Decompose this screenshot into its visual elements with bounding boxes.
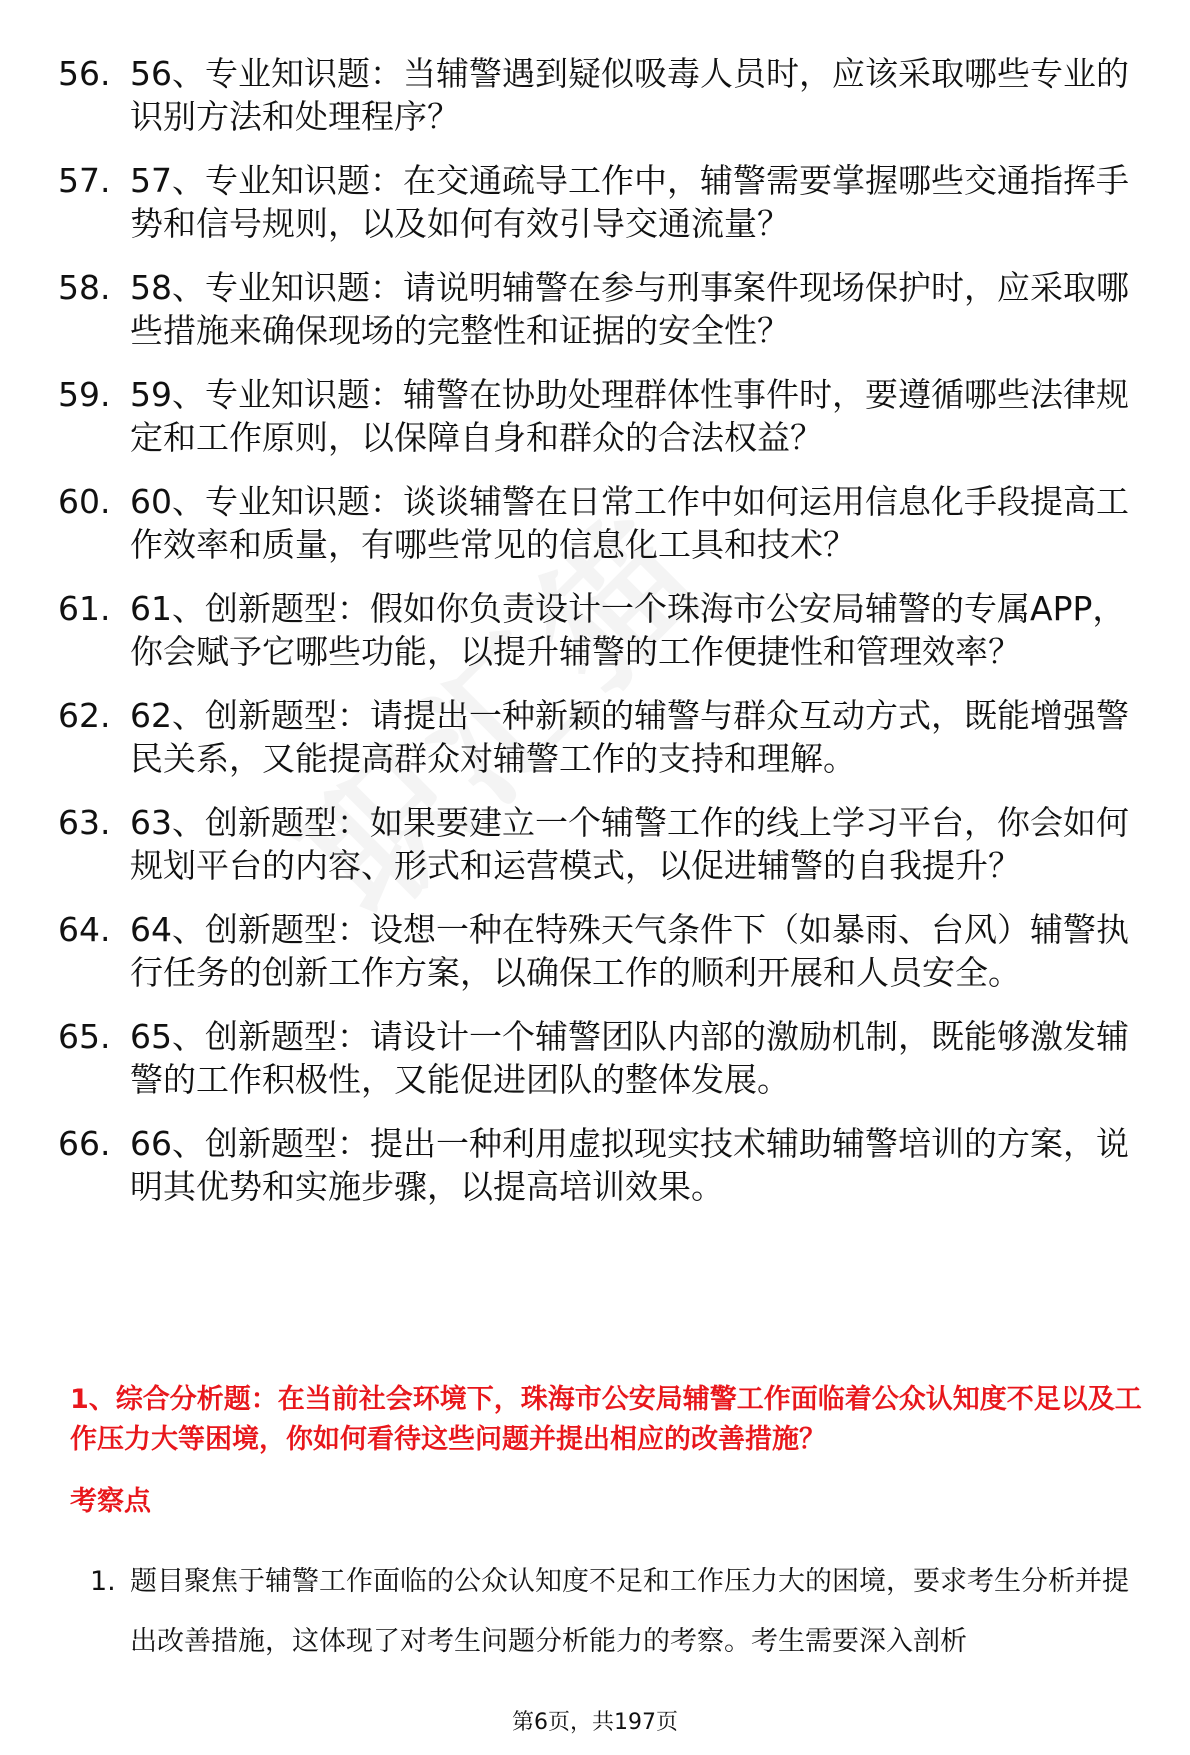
question-item [58,587,1158,673]
analysis-text: 题目聚焦于辅警工作面临的公众认知度不足和工作压力大的困境，要求考生分析并提出改善措施，这体现了对考生问题分析能力的考察。考生需要深入剖析 [130,1566,1129,1657]
question-text: 58、专业知识题：请说明辅警在参与刑事案件现场保护时，应采取哪些措施来确保现场的完整性和证据的安全性？ [130,268,1129,350]
question-number: 57. [58,161,111,200]
question-number: 65. [58,1017,111,1056]
question-item [58,908,1158,994]
question-number: 61. [58,589,111,628]
page-footer: 第6页，共197页 [512,1710,678,1735]
question-text: 65、创新题型：请设计一个辅警团队内部的激励机制，既能够激发辅警的工作积极性，又能促进团队的整体发展。 [130,1017,1129,1099]
question-text: 63、创新题型：如果要建立一个辅警工作的线上学习平台，你会如何规划平台的内容、形式和运营模式，以促进辅警的自我提升？ [130,803,1129,885]
question-item [58,1122,1158,1208]
analysis-item [90,1552,1150,1672]
question-item [58,1015,1158,1101]
question-text: 66、创新题型：提出一种利用虚拟现实技术辅助辅警培训的方案，说明其优势和实施步骤，以提高培训效果。 [130,1124,1129,1206]
question-number: 58. [58,268,111,307]
analysis-list [90,1552,1150,1672]
section-subtitle: 考察点 [70,1486,151,1517]
question-text: 64、创新题型：设想一种在特殊天气条件下（如暴雨、台风）辅警执行任务的创新工作方案，以确保工作的顺利开展和人员安全。 [130,910,1129,992]
question-text: 59、专业知识题：辅警在协助处理群体性事件时，要遵循哪些法律规定和工作原则，以保障自身和群众的合法权益？ [130,375,1129,457]
question-item [58,694,1158,780]
question-item [58,266,1158,352]
section-title: 1、综合分析题：在当前社会环境下，珠海市公安局辅警工作面临着公众认知度不足以及工作压力大等困境，你如何看待这些问题并提出相应的改善措施？ [70,1384,1142,1455]
question-number: 63. [58,803,111,842]
question-list [58,52,1158,1229]
question-number: 64. [58,910,111,949]
question-text: 61、创新题型：假如你负责设计一个珠海市公安局辅警的专属APP，你会赋予它哪些功能，以提升辅警的工作便捷性和管理效率？ [130,589,1126,671]
question-item [58,373,1158,459]
analysis-number: 1. [90,1566,116,1597]
question-item [58,159,1158,245]
question-text: 60、专业知识题：谈谈辅警在日常工作中如何运用信息化手段提高工作效率和质量，有哪些常见的信息化工具和技术？ [130,482,1129,564]
question-number: 56. [58,54,111,93]
question-item [58,801,1158,887]
question-item [58,480,1158,566]
question-number: 60. [58,482,111,521]
question-text: 56、专业知识题：当辅警遇到疑似吸毒人员时，应该采取哪些专业的识别方法和处理程序？ [130,54,1129,136]
question-number: 62. [58,696,111,735]
question-number: 66. [58,1124,111,1163]
question-item [58,52,1158,138]
question-text: 62、创新题型：请提出一种新颖的辅警与群众互动方式，既能增强警民关系，又能提高群众对辅警工作的支持和理解。 [130,696,1129,778]
question-number: 59. [58,375,111,414]
question-text: 57、专业知识题：在交通疏导工作中，辅警需要掌握哪些交通指挥手势和信号规则，以及如何有效引导交通流量？ [130,161,1129,243]
